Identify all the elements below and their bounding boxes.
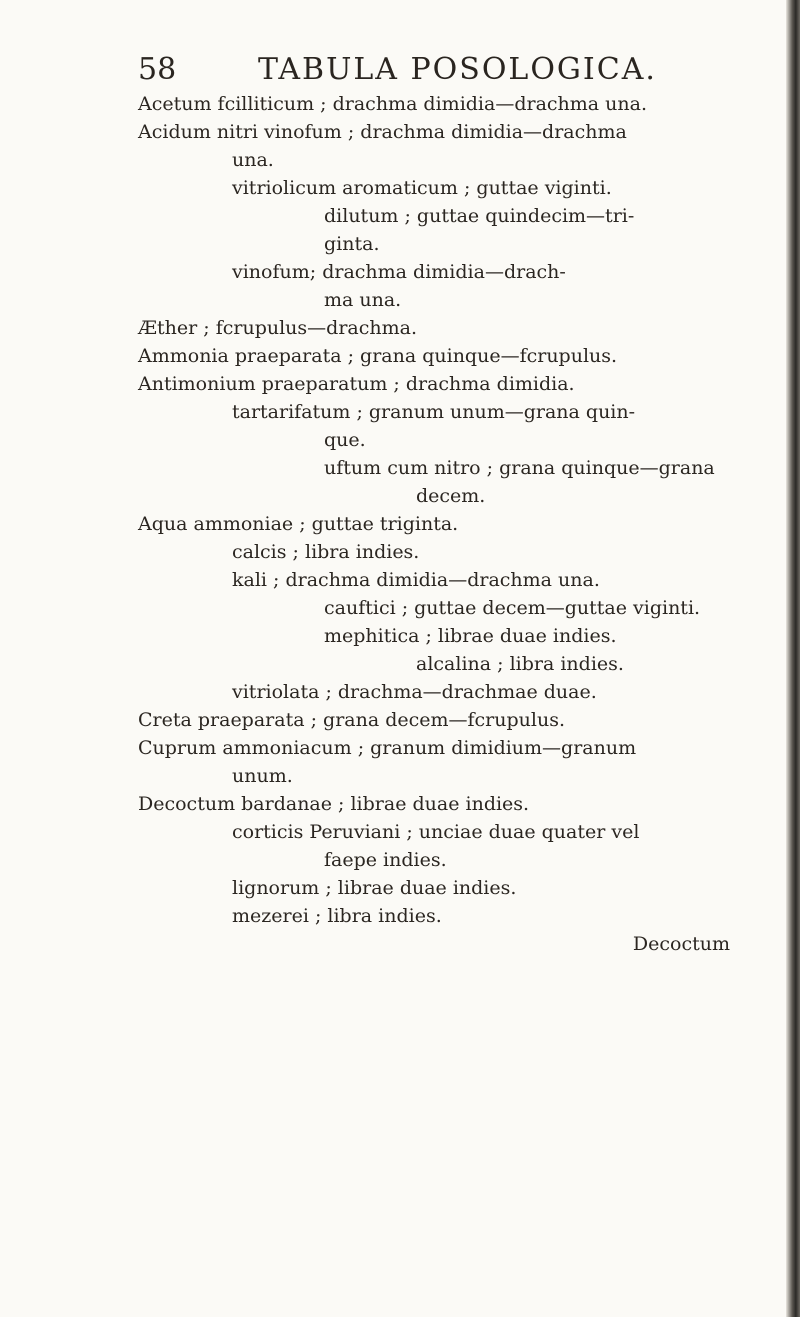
- entry-line: Æther ; fcrupulus—drachma.: [138, 317, 417, 339]
- running-title: TABULA POSOLOGICA.: [258, 52, 657, 87]
- entry-line: cauftici ; guttae decem—guttae viginti.: [324, 597, 701, 619]
- entry-line: alcalina ; libra indies.: [416, 653, 624, 675]
- entry-line: que.: [324, 429, 366, 451]
- entry-line: calcis ; libra indies.: [232, 541, 420, 563]
- entry-line: mezerei ; libra indies.: [232, 905, 442, 927]
- entry-line: lignorum ; librae duae indies.: [232, 877, 517, 899]
- entry-line: decem.: [416, 485, 486, 507]
- entry-line: faepe indies.: [324, 849, 447, 871]
- entry-line: dilutum ; guttae quindecim—tri-: [324, 205, 635, 227]
- entry-line: vitriolicum aromaticum ; guttae viginti.: [232, 177, 612, 199]
- entry-line: uftum cum nitro ; grana quinque—grana: [324, 457, 715, 479]
- entry-line: unum.: [232, 765, 293, 787]
- entry-line: Acetum fcilliticum ; drachma dimidia—drachma una.: [138, 93, 648, 115]
- entry-line: Ammonia praeparata ; grana quinque—fcrupulus.: [138, 345, 618, 367]
- entry-line: corticis Peruviani ; unciae duae quater vel: [232, 821, 640, 843]
- entry-line: vinofum; drachma dimidia—drach-: [232, 261, 566, 283]
- entry-line: ginta.: [324, 233, 380, 255]
- page-binding-edge: [786, 0, 800, 1317]
- entry-line: vitriolata ; drachma—drachmae duae.: [232, 681, 597, 703]
- entry-line: Antimonium praeparatum ; drachma dimidia.: [138, 373, 575, 395]
- entry-line: Creta praeparata ; grana decem—fcrupulus.: [138, 709, 566, 731]
- entry-line: kali ; drachma dimidia—drachma una.: [232, 569, 600, 591]
- catchword: Decoctum: [632, 933, 730, 955]
- entry-line: ma una.: [324, 289, 402, 311]
- entry-line: Acidum nitri vinofum ; drachma dimidia—drachma: [138, 121, 627, 143]
- entry-line: tartarifatum ; granum unum—grana quin-: [232, 401, 636, 423]
- entry-line: Cuprum ammoniacum ; granum dimidium—granum: [138, 737, 637, 759]
- page-number: 58: [138, 52, 177, 87]
- entry-line: Aqua ammoniae ; guttae triginta.: [138, 513, 459, 535]
- entry-line: Decoctum bardanae ; librae duae indies.: [138, 793, 530, 815]
- entry-line: una.: [232, 149, 274, 171]
- entry-line: mephitica ; librae duae indies.: [324, 625, 617, 647]
